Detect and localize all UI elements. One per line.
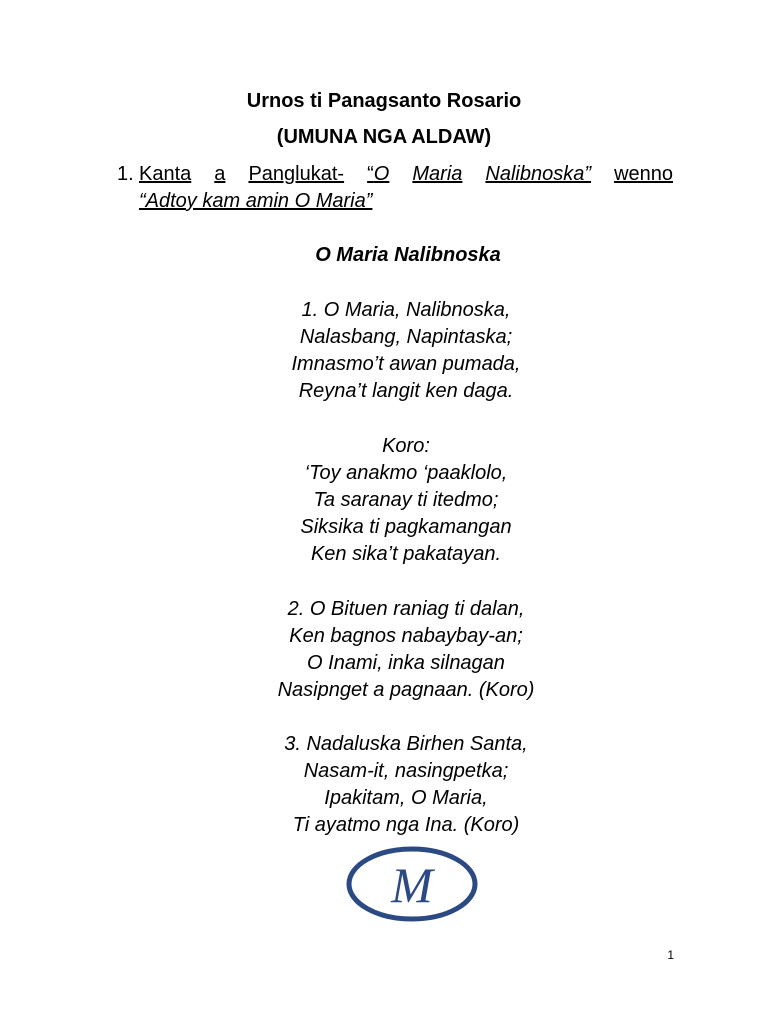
verse-2 bbox=[0, 596, 768, 704]
verse-line: O Inami, inka silnagan bbox=[307, 652, 505, 674]
verse-line: Imnasmo’t awan pumada, bbox=[291, 353, 521, 375]
quote-mark: “ bbox=[367, 163, 374, 185]
verse-line: Nalasbang, Napintaska; bbox=[299, 326, 513, 348]
word: a bbox=[214, 163, 226, 185]
chorus-line: Siksika ti pagkamangan bbox=[300, 516, 512, 538]
song-title-word-2: Maria bbox=[412, 163, 463, 185]
verse-1 bbox=[0, 297, 768, 405]
logo-letter: M bbox=[391, 857, 433, 913]
chorus bbox=[0, 433, 768, 568]
verse-line: 2. O Bituen raniag ti dalan, bbox=[287, 598, 525, 620]
song-heading: O Maria Nalibnoska bbox=[315, 244, 501, 266]
word-wenno: wenno bbox=[614, 163, 673, 185]
chorus-line: ‘Toy anakmo ‘paaklolo, bbox=[304, 462, 508, 484]
verse-3 bbox=[0, 731, 768, 839]
document-subtitle: (UMUNA NGA ALDAW) bbox=[276, 126, 492, 148]
alternate-song-title: “Adtoy kam amin O Maria” bbox=[139, 190, 373, 212]
word: Kanta bbox=[139, 163, 192, 185]
chorus-label: Koro: bbox=[382, 435, 430, 457]
verse-line: Nasam-it, nasingpetka; bbox=[303, 760, 509, 782]
song-title-word-3: Nalibnoska” bbox=[485, 163, 592, 185]
verse-line: Ti ayatmo nga Ina. (Koro) bbox=[292, 814, 520, 836]
chorus-line: Ta saranay ti itedmo; bbox=[313, 489, 499, 511]
marian-logo bbox=[346, 846, 478, 922]
list-item-body bbox=[139, 161, 673, 215]
list-item-number: 1. bbox=[117, 163, 134, 185]
song-title-word-1: “O bbox=[367, 163, 390, 185]
chorus-line: Ken sika’t pakatayan. bbox=[310, 543, 502, 565]
verse-line: Ipakitam, O Maria, bbox=[324, 787, 488, 809]
word: Panglukat- bbox=[248, 163, 345, 185]
verse-line: Reyna’t langit ken daga. bbox=[298, 380, 514, 402]
list-item-line-1 bbox=[139, 161, 673, 188]
verse-line: 1. O Maria, Nalibnoska, bbox=[301, 299, 511, 321]
page-number: 1 bbox=[667, 948, 674, 962]
verse-line: Nasipnget a pagnaan. (Koro) bbox=[277, 679, 535, 701]
verse-line: 3. Nadaluska Birhen Santa, bbox=[284, 733, 528, 755]
verse-line: Ken bagnos nabaybay-an; bbox=[289, 625, 523, 647]
document-title: Urnos ti Panagsanto Rosario bbox=[246, 90, 522, 112]
